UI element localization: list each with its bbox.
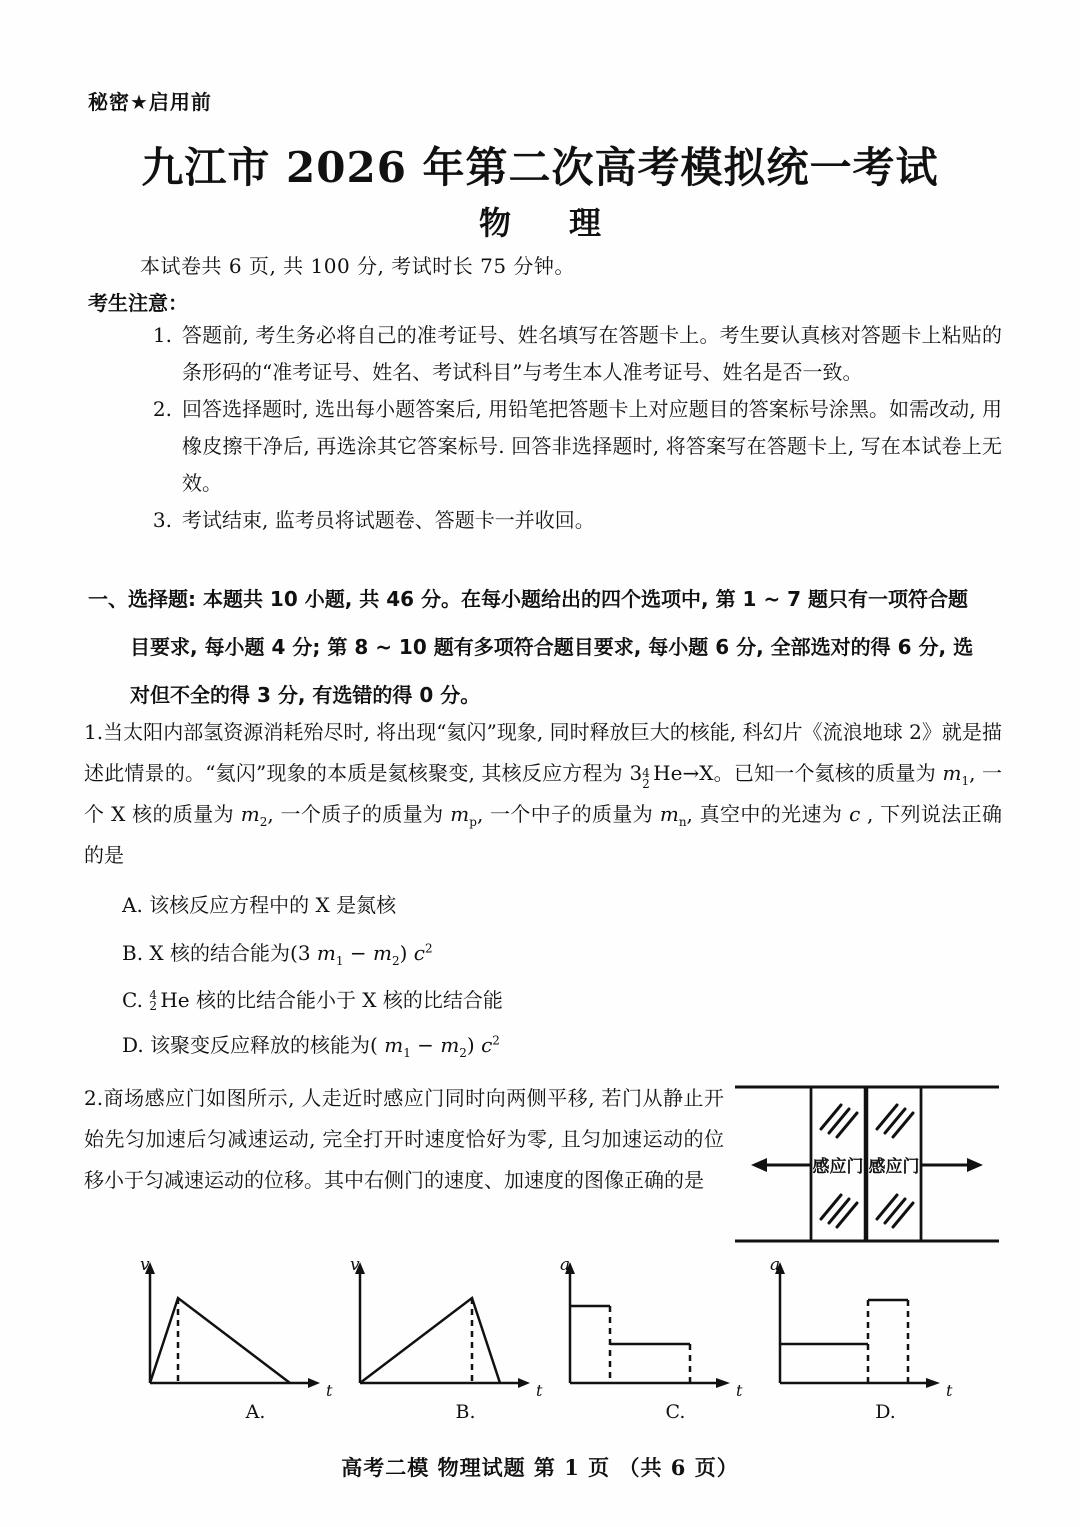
graph-option-b[interactable]	[340, 1258, 555, 1423]
notice-number: 2.	[152, 397, 172, 421]
option-b-minus: −	[343, 941, 373, 965]
question-1-option-c[interactable]	[122, 985, 503, 1015]
notice-heading: 考生注意：	[88, 291, 188, 315]
q1-part2: 。已知一个氦核的质量为	[713, 761, 943, 785]
graph-a-yaxis-label: v	[140, 1258, 150, 1275]
subject-title: 物理	[478, 204, 659, 242]
atomic-number: 2	[149, 999, 157, 1014]
question-2	[84, 1078, 724, 1201]
q1-part3: , 一个 X 核的质量为	[84, 761, 1002, 826]
option-d-c-sup: 2	[492, 1033, 500, 1048]
option-d-m1-sub: 1	[403, 1046, 411, 1060]
symbol-m2-sub: 2	[259, 815, 268, 829]
exam-meta: 本试卷共 6 页, 共 100 分, 考试时长 75 分钟。	[140, 254, 575, 278]
option-b-label: B.	[122, 941, 144, 965]
question-2-text	[84, 1078, 724, 1201]
graph-option-d[interactable]	[760, 1258, 975, 1423]
option-b-c: c	[413, 941, 425, 965]
question-1-option-d[interactable]	[122, 1030, 500, 1060]
helium-nuclide-notation	[642, 760, 652, 792]
question-2-number: 2.	[84, 1086, 104, 1110]
graph-d-xaxis-label: t	[946, 1381, 953, 1398]
list-item	[140, 317, 1002, 391]
atomic-number: 2	[642, 777, 650, 792]
door-label-left: 感应门	[812, 1157, 864, 1177]
question-1-option-b[interactable]	[122, 938, 433, 968]
symbol-m1-sub: 1	[961, 774, 970, 788]
symbol-mn: m	[659, 802, 679, 826]
graph-b-yaxis-label: v	[350, 1258, 360, 1275]
question-1-text	[84, 712, 1002, 876]
list-item	[140, 502, 1002, 539]
q2-text: 商场感应门如图所示, 人走近时感应门同时向两侧平移, 若门从静止开始先匀加速后匀减速运动, 完全打开时速度恰好为零, 且匀加速运动的位移小于匀减速运动的位移。其中右侧门的速度、加速度的图像正确的是	[84, 1086, 724, 1192]
notice-number: 3.	[152, 508, 172, 532]
symbol-c: c	[849, 802, 861, 826]
graph-a-xaxis-label: t	[326, 1381, 333, 1398]
option-b-m1: m	[316, 941, 336, 965]
q1-nuclide-symbol: He→X	[653, 761, 714, 785]
graph-d-yaxis-label: a	[770, 1258, 781, 1275]
option-b-c-sup: 2	[424, 941, 433, 956]
option-b-m1-sub: 1	[335, 954, 344, 968]
notice-number: 1.	[152, 323, 172, 347]
secret-marking: 秘密★启用前	[88, 90, 212, 114]
symbol-m2: m	[240, 802, 260, 826]
glass-hatch-icon	[877, 1105, 913, 1137]
option-b-m2: m	[373, 941, 392, 965]
symbol-m1: m	[942, 761, 962, 785]
q1-part4: , 一个质子的质量为	[267, 802, 451, 826]
graph-c-label: C.	[665, 1401, 686, 1423]
page-title: 九江市 2026 年第二次高考模拟统一考试	[141, 143, 939, 192]
option-d-c: c	[481, 1033, 493, 1057]
option-d-m2: m	[440, 1033, 460, 1057]
list-item	[140, 391, 1002, 502]
option-b-m2-sub: 2	[391, 954, 400, 968]
glass-hatch-icon	[821, 1195, 857, 1227]
notice-text: 回答选择题时, 选出每小题答案后, 用铅笔把答题卡上对应题目的答案标号涂黑。如需改动, 用橡皮擦干净后, 再选涂其它答案标号. 回答非选择题时, 将答案写在答题卡上, 写在本试卷上无效。	[182, 397, 1002, 495]
glass-hatch-icon	[821, 1105, 857, 1137]
notice-text: 答题前, 考生务必将自己的准考证号、姓名填写在答题卡上。考生要认真核对答题卡上粘贴的条形码的“准考证号、姓名、考试科目”与考生本人准考证号、姓名是否一致。	[182, 323, 1002, 384]
door-label-right: 感应门	[868, 1157, 920, 1177]
graph-b-label: B.	[455, 1401, 476, 1423]
graph-c-xaxis-label: t	[736, 1381, 743, 1398]
graph-option-a[interactable]	[130, 1258, 345, 1423]
graph-a-label: A.	[245, 1401, 266, 1423]
option-d-text-pre: 该聚变反应释放的核能为(	[150, 1033, 385, 1057]
symbol-mn-sub: n	[678, 815, 687, 829]
graph-d-label: D.	[875, 1401, 896, 1423]
option-d-m1: m	[384, 1033, 404, 1057]
q1-part7: , 下列说法正确的是	[84, 802, 1003, 867]
option-a-text: 该核反应方程中的 X 是氮核	[149, 893, 397, 917]
notice-list	[140, 317, 1002, 539]
option-d-minus: −	[410, 1033, 441, 1057]
symbol-mp-sub: p	[469, 815, 477, 829]
question-1-option-a[interactable]	[122, 890, 396, 920]
graph-option-c[interactable]	[550, 1258, 765, 1423]
arrow-left-icon	[751, 1158, 811, 1172]
mass-number: 4	[642, 765, 650, 780]
section-line-1: 一、选择题: 本题共 10 小题, 共 46 分。在每小题给出的四个选项中, 第 1 ~ 7 题只有一项符合题	[88, 587, 969, 611]
section-line-2: 目要求, 每小题 4 分; 第 8 ~ 10 题有多项符合题目要求, 每小题 6 分, 全部选对的得 6 分, 选	[130, 635, 974, 659]
section-line-3: 对但不全的得 3 分, 有选错的得 0 分。	[130, 683, 481, 707]
page-footer: 高考二模 物理试题 第 1 页 （共 6 页）	[341, 1455, 739, 1480]
notice-text: 考试结束, 监考员将试题卷、答题卡一并收回。	[182, 508, 595, 532]
option-d-m2-sub: 2	[459, 1046, 467, 1060]
question-1	[84, 712, 1002, 876]
option-d-label: D.	[122, 1033, 144, 1057]
helium-nuclide-notation	[149, 987, 159, 1014]
option-d-text-post: )	[466, 1033, 482, 1057]
glass-hatch-icon	[877, 1195, 913, 1227]
sensor-door-diagram	[733, 1081, 1001, 1247]
graph-b-xaxis-label: t	[536, 1381, 543, 1398]
option-b-text-post: )	[399, 941, 414, 965]
option-a-label: A.	[122, 893, 143, 917]
option-c-label: C.	[122, 988, 143, 1012]
mass-number: 4	[149, 987, 157, 1002]
q1-part1: 当太阳内部氢资源消耗殆尽时, 将出现“氦闪”现象, 同时释放巨大的核能, 科幻片《流浪地球 2》就是描述此情景的。“氦闪”现象的本质是氦核聚变, 其核反应方程为 3	[84, 720, 1002, 785]
section-heading-choice	[88, 575, 1000, 719]
graph-c-yaxis-label: a	[560, 1258, 571, 1275]
question-1-number: 1.	[84, 720, 104, 744]
option-c-symbol: He	[160, 988, 190, 1012]
answer-graphs	[130, 1258, 1030, 1423]
arrow-right-icon	[921, 1158, 983, 1172]
q1-part5: , 一个中子的质量为	[476, 802, 660, 826]
symbol-mp: m	[450, 802, 470, 826]
q1-part6: , 真空中的光速为	[686, 802, 850, 826]
option-b-text-pre: X 核的结合能为(3	[149, 941, 317, 965]
option-c-text: 核的比结合能小于 X 核的比结合能	[189, 988, 503, 1012]
